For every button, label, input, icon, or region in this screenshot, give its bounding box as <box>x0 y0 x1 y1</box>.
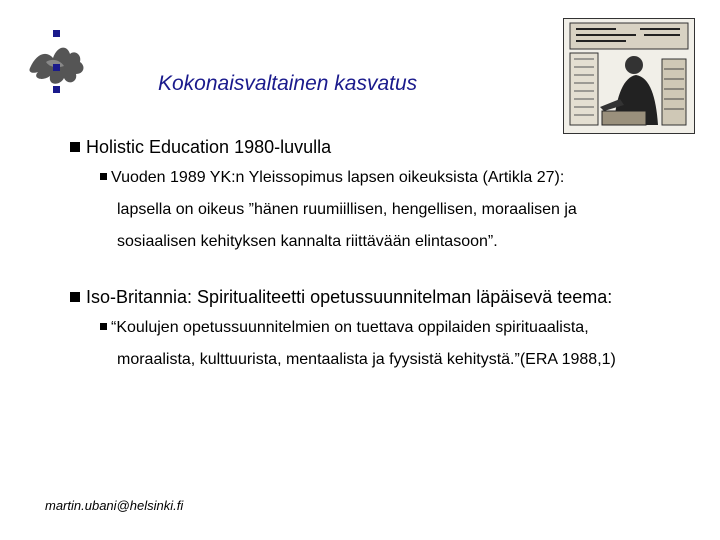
bullet-level1 <box>70 287 612 308</box>
sub-bullet-line: Vuoden 1989 YK:n Yleissopimus lapsen oikeuksista (Artikla 27): <box>100 162 577 194</box>
bullet-square-icon <box>100 173 107 180</box>
bullet-level1 <box>70 137 331 158</box>
bullet-square-icon <box>100 323 107 330</box>
bullet-text: Iso-Britannia: Spiritualiteetti opetussuunnitelman läpäisevä teema: <box>86 287 613 307</box>
sub-bullet-line: sosiaalisen kehityksen kannalta riittävään elintasoon”. <box>117 233 498 250</box>
bullet-square-icon <box>70 292 80 302</box>
sub-bullet <box>100 312 616 376</box>
bullet-text: Holistic Education 1980-luvulla <box>86 137 332 157</box>
helsinki-logo-icon <box>20 28 90 98</box>
slide-title: Kokonaisvaltainen kasvatus <box>158 72 418 95</box>
footer-email: martin.ubani@helsinki.fi <box>45 498 184 513</box>
sub-bullet-line: lapsella on oikeus ”hänen ruumiillisen, hengellisen, moraalisen ja <box>117 201 577 218</box>
sub-bullet-line: moraalista, kulttuurista, mentaalista ja fyysistä kehitystä.”(ERA 1988,1) <box>117 351 616 368</box>
bullet-square-icon <box>70 142 80 152</box>
sub-bullet-line: “Koulujen opetussuunnitelmien on tuettava oppilaiden spirituaalista, <box>100 312 616 344</box>
sub-bullet <box>100 162 577 258</box>
woodcut-illustration-icon <box>563 18 695 134</box>
